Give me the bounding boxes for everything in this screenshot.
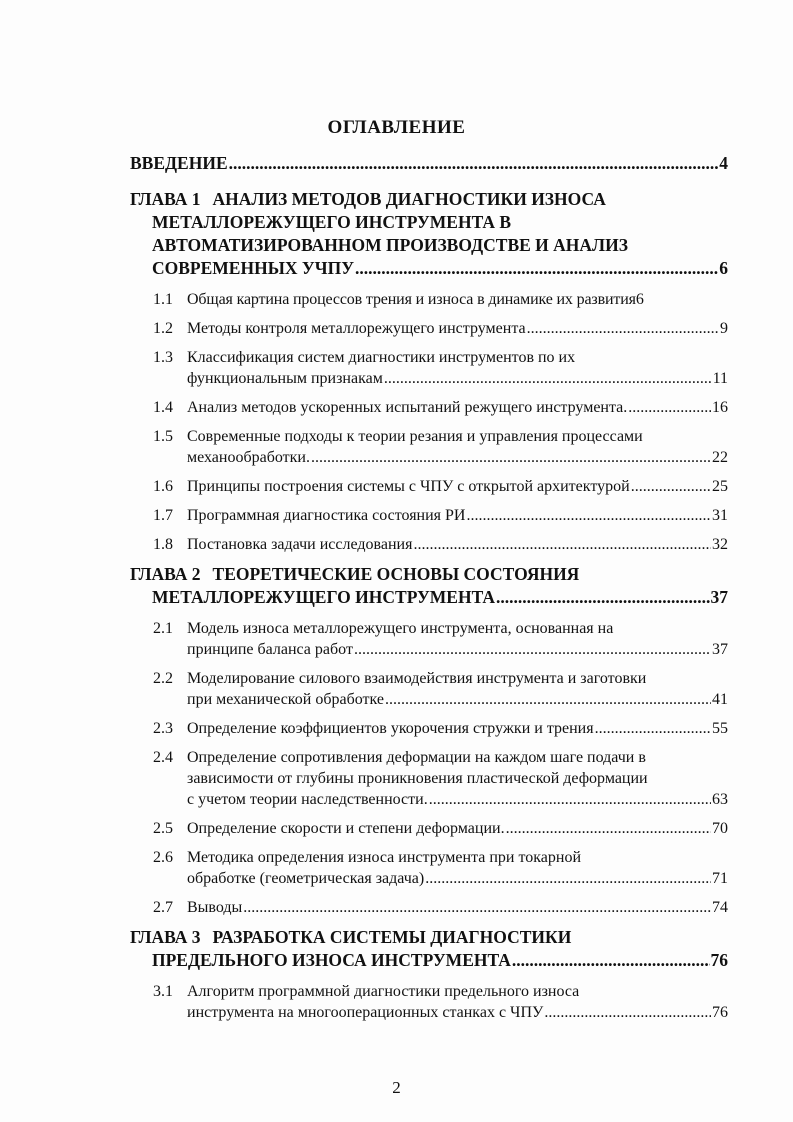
- chapter-label: ГЛАВА 1: [130, 189, 201, 209]
- section-title-line: зависимости от глубины проникновения пластической деформации: [187, 770, 648, 787]
- section-number: 1.8: [153, 536, 173, 553]
- toc-page-number: 71: [712, 870, 728, 887]
- section-title: инструмента на многооперационных станках с ЧПУ: [187, 1004, 544, 1021]
- dot-leader: [385, 689, 711, 710]
- toc-page-number: 74: [712, 899, 728, 916]
- dot-leader: [355, 257, 718, 280]
- section-title: Определение коэффициентов укорочения стружки и трения: [187, 720, 594, 737]
- chapter-title-line: ТЕОРЕТИЧЕСКИЕ ОСНОВЫ СОСТОЯНИЯ: [212, 564, 580, 584]
- toc-section-2-3[interactable]: [130, 718, 728, 739]
- chapter-title-line: МЕТАЛЛОРЕЖУЩЕГО ИНСТРУМЕНТА: [152, 587, 496, 607]
- toc-section-1-1[interactable]: [130, 289, 728, 310]
- dot-leader: [506, 818, 711, 839]
- section-title: функциональным признакам: [187, 370, 383, 387]
- section-title: Общая картина процессов трения и износа в динамике их развития: [187, 291, 636, 308]
- table-of-contents: [130, 152, 728, 1031]
- toc-section-1-6[interactable]: [130, 476, 728, 497]
- toc-entry-introduction[interactable]: [130, 152, 728, 175]
- chapter-label: ГЛАВА 2: [130, 564, 201, 584]
- section-number: 2.6: [153, 849, 173, 866]
- section-title: при механической обработке: [187, 691, 384, 708]
- section-number: 1.5: [153, 428, 173, 445]
- toc-chapter-3[interactable]: [130, 926, 728, 972]
- chapter-title-line: АВТОМАТИЗИРОВАННОМ ПРОИЗВОДСТВЕ И АНАЛИЗ: [152, 235, 628, 255]
- toc-chapter-2[interactable]: [130, 563, 728, 609]
- toc-section-2-1[interactable]: [130, 618, 728, 660]
- section-title: Анализ методов ускоренных испытаний режущего инструмента.: [187, 399, 628, 416]
- toc-section-1-8[interactable]: [130, 534, 728, 555]
- toc-section-2-4[interactable]: [130, 747, 728, 810]
- dot-leader: [466, 505, 711, 526]
- section-number: 1.1: [153, 291, 173, 308]
- section-number: 2.5: [153, 820, 173, 837]
- chapter-title-line: РАЗРАБОТКА СИСТЕМЫ ДИАГНОСТИКИ: [212, 927, 572, 947]
- section-number: 1.2: [153, 320, 173, 337]
- dot-leader: [384, 368, 712, 389]
- dot-leader: [595, 718, 711, 739]
- chapter-label: ГЛАВА 3: [130, 927, 201, 947]
- page-number: 2: [392, 1078, 401, 1097]
- section-title: Методы контроля металлорежущего инструмента: [187, 320, 526, 337]
- dot-leader: [544, 1002, 711, 1023]
- toc-page-number: 11: [712, 370, 728, 387]
- section-number: 2.3: [153, 720, 173, 737]
- section-title: обработке (геометрическая задача): [187, 870, 425, 887]
- section-title: Программная диагностика состояния РИ: [187, 507, 466, 524]
- toc-page-number: 37: [710, 587, 728, 607]
- dot-leader: [527, 318, 719, 339]
- page-title: ОГЛАВЛЕНИЕ: [327, 117, 466, 138]
- toc-section-3-1[interactable]: [130, 981, 728, 1023]
- dot-leader: [628, 397, 711, 418]
- toc-section-2-2[interactable]: [130, 668, 728, 710]
- section-title-line: Определение сопротивления деформации на каждом шаге подачи в: [187, 749, 646, 766]
- toc-page-number: 76: [712, 1004, 728, 1021]
- dot-leader: [512, 949, 710, 972]
- toc-section-1-5[interactable]: [130, 426, 728, 468]
- section-title-line: Классификация систем диагностики инструментов по их: [187, 349, 576, 366]
- toc-page-number: 55: [712, 720, 728, 737]
- section-title: механообработки.: [187, 449, 310, 466]
- chapter-title-line: ПРЕДЕЛЬНОГО ИЗНОСА ИНСТРУМЕНТА: [152, 950, 511, 970]
- toc-page-number: 6: [635, 291, 644, 308]
- toc-page-number: 31: [712, 507, 728, 524]
- section-number: 2.4: [153, 749, 173, 766]
- toc-page-number: 6: [719, 258, 728, 278]
- dot-leader: [631, 476, 711, 497]
- toc-section-1-3[interactable]: [130, 347, 728, 389]
- toc-page-number: 63: [712, 791, 728, 808]
- section-number: 2.1: [153, 620, 173, 637]
- dot-leader: [425, 868, 711, 889]
- section-title-line: Методика определения износа инструмента при токарной: [187, 849, 582, 866]
- dot-leader: [429, 789, 711, 810]
- toc-page-number: 41: [712, 691, 728, 708]
- toc-chapter-1[interactable]: [130, 188, 728, 280]
- toc-section-2-5[interactable]: [130, 818, 728, 839]
- toc-page-number: 32: [712, 536, 728, 553]
- toc-page-number: 70: [712, 820, 728, 837]
- section-title-line: Современные подходы к теории резания и управления процессами: [187, 428, 643, 445]
- toc-page-number: 9: [720, 320, 728, 337]
- toc-page-number: 16: [712, 399, 728, 416]
- toc-page-number: 4: [719, 153, 728, 173]
- section-number: 2.7: [153, 899, 173, 916]
- section-number: 3.1: [153, 983, 173, 1000]
- toc-section-1-4[interactable]: [130, 397, 728, 418]
- toc-page-number: 22: [712, 449, 728, 466]
- dot-leader: [243, 897, 711, 918]
- toc-section-2-6[interactable]: [130, 847, 728, 889]
- section-title: с учетом теории наследственности.: [187, 791, 428, 808]
- toc-page-number: 76: [710, 950, 728, 970]
- section-title-line: Моделирование силового взаимодействия инструмента и заготовки: [187, 670, 647, 687]
- section-title: Определение скорости и степени деформации.: [187, 820, 505, 837]
- section-title-line: Модель износа металлорежущего инструмента, основанная на: [187, 620, 614, 637]
- section-title: Выводы: [187, 899, 243, 916]
- section-title-line: Алгоритм программной диагностики предельного износа: [187, 983, 580, 1000]
- chapter-title-line: МЕТАЛЛОРЕЖУЩЕГО ИНСТРУМЕНТА В: [152, 212, 512, 232]
- toc-entry-text: ВВЕДЕНИЕ: [130, 153, 228, 173]
- section-title: Постановка задачи исследования: [187, 536, 413, 553]
- section-number: 1.7: [153, 507, 173, 524]
- dot-leader: [354, 639, 711, 660]
- dot-leader: [413, 534, 711, 555]
- toc-section-1-2[interactable]: [130, 318, 728, 339]
- chapter-title-line: СОВРЕМЕННЫХ УЧПУ: [152, 258, 355, 278]
- toc-section-1-7[interactable]: [130, 505, 728, 526]
- section-number: 2.2: [153, 670, 173, 687]
- section-number: 1.6: [153, 478, 173, 495]
- dot-leader: [311, 447, 711, 468]
- section-number: 1.4: [153, 399, 173, 416]
- toc-section-2-7[interactable]: [130, 897, 728, 918]
- toc-page-number: 25: [712, 478, 728, 495]
- section-number: 1.3: [153, 349, 173, 366]
- dot-leader: [229, 152, 719, 175]
- section-title: принципе баланса работ: [187, 641, 353, 658]
- toc-page-number: 37: [712, 641, 728, 658]
- dot-leader: [496, 586, 709, 609]
- section-title: Принципы построения системы с ЧПУ с открытой архитектурой: [187, 478, 630, 495]
- chapter-title-line: АНАЛИЗ МЕТОДОВ ДИАГНОСТИКИ ИЗНОСА: [212, 189, 606, 209]
